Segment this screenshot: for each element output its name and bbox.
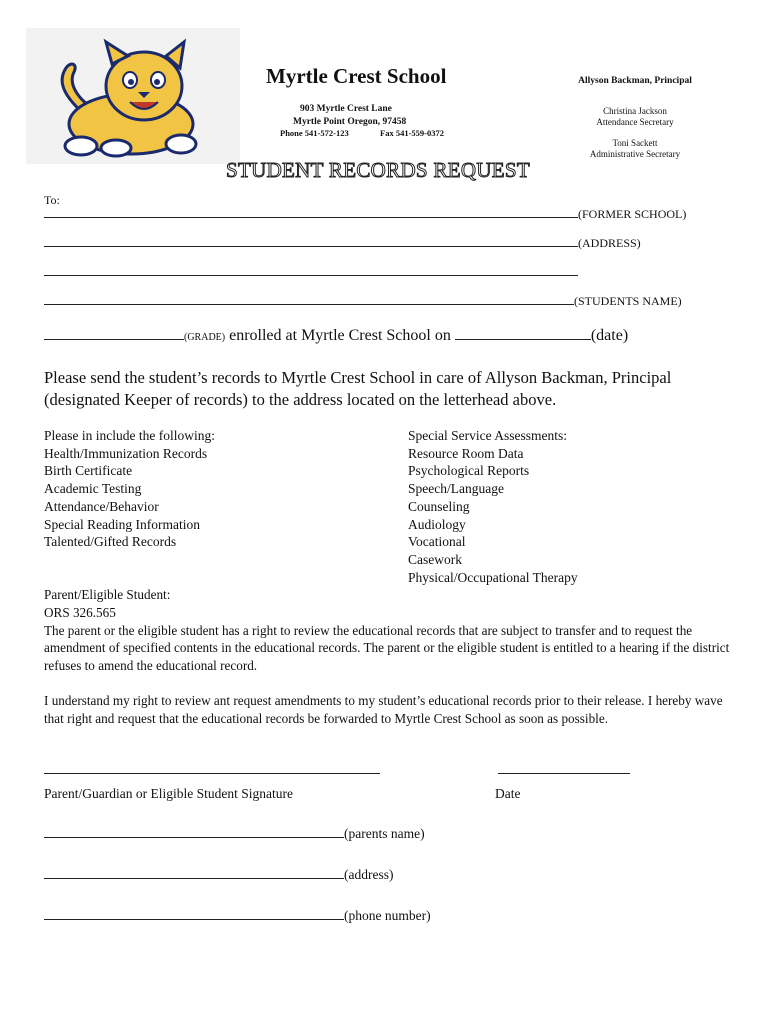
list-item: Audiology — [408, 516, 466, 532]
students-name-label: (STUDENTS NAME) — [574, 294, 682, 308]
to-label: To: — [44, 193, 60, 207]
signature-field[interactable] — [44, 772, 380, 774]
former-school-row — [44, 207, 686, 222]
list-item: Vocational — [408, 534, 466, 550]
list-item: Counseling — [408, 498, 470, 514]
address-row — [44, 236, 641, 251]
former-school-field[interactable] — [44, 207, 578, 218]
parents-phone-row — [44, 908, 431, 924]
enrollment-date-field[interactable] — [455, 327, 591, 340]
signature-date-field[interactable] — [498, 772, 630, 774]
list-item: Academic Testing — [44, 481, 142, 497]
school-name: Myrtle Crest School — [266, 64, 447, 88]
list-item: Resource Room Data — [408, 445, 524, 461]
records-list-left — [44, 427, 215, 551]
parents-address-row — [44, 867, 393, 883]
address-row-2 — [44, 265, 578, 280]
cougar-mascot-icon — [26, 28, 240, 164]
principal-name: Allyson Backman, Principal — [578, 76, 692, 86]
document-title: STUDENT RECORDS REQUEST — [226, 158, 531, 182]
address-line-2: Myrtle Point Oregon, 97458 — [293, 117, 407, 127]
school-address-field-2[interactable] — [44, 265, 578, 276]
parent-heading: Parent/Eligible Student: — [44, 587, 171, 602]
school-address-field[interactable] — [44, 236, 578, 247]
parent-rights-section — [44, 586, 734, 675]
parents-phone-label: (phone number) — [344, 908, 431, 923]
list-item: Talented/Gifted Records — [44, 534, 177, 550]
signature-label: Parent/Guardian or Eligible Student Signature — [44, 786, 293, 801]
fax-number: Fax 541-559-0372 — [380, 128, 444, 138]
list-item: Birth Certificate — [44, 463, 133, 479]
ors-reference: ORS 326.565 — [44, 604, 116, 620]
attendance-secretary-title: Attendance Secretary — [596, 117, 674, 127]
grade-field[interactable] — [44, 327, 184, 340]
list-item: Psychological Reports — [408, 463, 530, 479]
grade-enrollment-row — [44, 327, 628, 345]
list-item: Casework — [408, 551, 462, 567]
students-name-field[interactable] — [44, 294, 574, 305]
waiver-paragraph: I understand my right to review ant request amendments to my student’s educational records prior to their release. I hereby wave that right and request that the educational records be forwarded to Myrtle Crest School as soon as possible. — [44, 693, 723, 726]
signature-date-label: Date — [495, 786, 521, 801]
former-school-label: (FORMER SCHOOL) — [578, 207, 687, 221]
grade-label: (GRADE) — [184, 332, 226, 343]
parents-name-label: (parents name) — [344, 826, 425, 841]
list-item: Speech/Language — [408, 481, 504, 497]
parents-phone-field[interactable] — [44, 909, 344, 920]
parents-address-field[interactable] — [44, 868, 344, 879]
list-item: Special Reading Information — [44, 516, 200, 532]
list-item: Physical/Occupational Therapy — [408, 569, 578, 585]
enrolled-text: enrolled at Myrtle Crest School on — [225, 327, 455, 344]
address-line-1: 903 Myrtle Crest Lane — [300, 104, 392, 114]
list-item: Special Service Assessments: — [408, 428, 567, 443]
address-label: (ADDRESS) — [578, 236, 641, 250]
admin-secretary-name: Toni Sackett — [612, 138, 658, 148]
attendance-secretary-name: Christina Jackson — [603, 106, 667, 116]
parent-rights-text: The parent or the eligible student has a right to review the educational records that are subject to transfer and to request the amendment of specified contents in the educational records. The parent or the eligible student is entitled to a hearing if the district refuses to amend the educational record. — [44, 622, 730, 674]
school-logo — [26, 28, 240, 164]
students-name-row — [44, 294, 682, 309]
admin-secretary-title: Administrative Secretary — [589, 149, 681, 159]
request-paragraph: Please send the student’s records to Myrtle Crest School in care of Allyson Backman, Principal (designated Keeper of records) to the address located on the letterhead above. — [44, 368, 672, 409]
parents-address-label: (address) — [344, 867, 394, 882]
list-item: Health/Immunization Records — [44, 445, 208, 461]
list-item: Please in include the following: — [44, 428, 215, 443]
list-item: Attendance/Behavior — [44, 498, 159, 514]
parents-name-field[interactable] — [44, 827, 344, 838]
records-list-right — [408, 427, 578, 586]
date-label: (date) — [590, 327, 629, 344]
phone-number: Phone 541-572-123 — [280, 128, 349, 138]
parents-name-row — [44, 826, 425, 842]
